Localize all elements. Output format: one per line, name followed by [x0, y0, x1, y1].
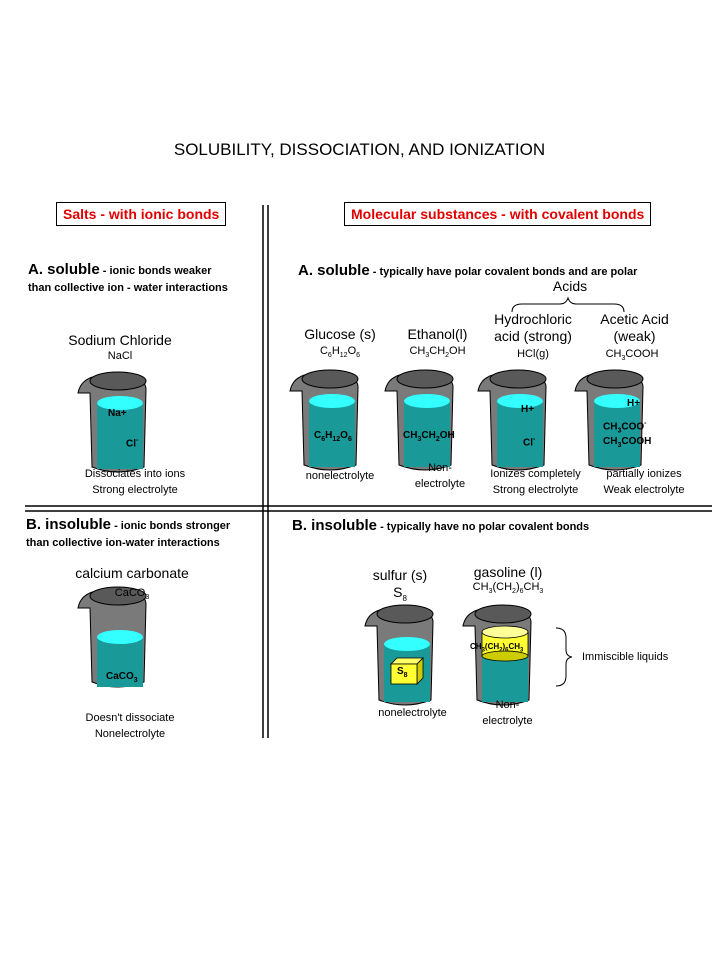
sulfur-formula — [355, 584, 445, 603]
e-mid: CH — [429, 345, 446, 357]
caco3-caption — [50, 710, 210, 742]
hcl-name — [478, 311, 588, 345]
gasoline-caption — [460, 697, 555, 729]
caco3-caption-1: Doesn't dissociate — [85, 712, 175, 724]
gl-f2: (CH — [484, 642, 500, 651]
caco3-label-main: CaCO — [106, 671, 134, 682]
salts-insoluble-title: B. insoluble — [26, 516, 112, 533]
gs2: 2 — [512, 588, 516, 596]
hcl-name-2: acid (strong) — [494, 328, 572, 344]
nacl-name: Sodium Chloride — [68, 332, 172, 348]
acetic-name-1: Acetic Acid — [600, 311, 669, 327]
caco3-formula-sub: 3 — [145, 594, 150, 602]
gs4: 3 — [539, 588, 544, 596]
immiscible-label: Immiscible liquids — [582, 651, 669, 663]
molecular-soluble-title: A. soluble — [298, 262, 370, 279]
ac1-s: 3 — [617, 427, 622, 435]
sb-f: S — [397, 666, 404, 677]
ac2-f: CH — [603, 436, 618, 447]
acetic-caption-2: Weak electrolyte — [603, 484, 685, 496]
page-title: SOLUBILITY, DISSOCIATION, AND IONIZATION — [173, 140, 546, 159]
nacl-caption-2: Strong electrolyte — [92, 484, 178, 496]
ac1-end: COO — [621, 421, 645, 433]
gl-s2: 2 — [499, 647, 503, 654]
a-s1: 3 — [621, 355, 626, 363]
nacl-caption — [60, 466, 210, 498]
gl-s4: 3 — [520, 647, 524, 654]
salts-soluble-header — [28, 262, 228, 296]
ac2-end: COOH — [621, 436, 652, 447]
g-f2: H — [331, 345, 340, 357]
acetic-molecule — [603, 436, 651, 449]
gl-f1: CH — [470, 642, 482, 651]
gasoline-name: gasoline (l) — [473, 564, 543, 580]
acetic-ion-acetate — [603, 420, 646, 434]
caco3-formula-main: CaCO — [114, 587, 146, 599]
gf2: (CH — [492, 581, 513, 593]
gb-f3: O — [340, 430, 348, 441]
sulfur-caption: nonelectrolyte — [378, 707, 447, 719]
eb-s1: 3 — [417, 436, 422, 443]
s-f: S — [393, 584, 403, 600]
ac1-f: CH — [603, 421, 618, 433]
beaker-nacl — [78, 372, 146, 472]
nacl-ion-na: Na+ — [108, 408, 127, 419]
g-s2: 12 — [339, 352, 348, 360]
acetic-formula — [582, 348, 682, 362]
nacl-caption-1: Dissociates into ions — [84, 468, 186, 480]
ethanol-name: Ethanol(l) — [407, 326, 468, 342]
acetic-ion-h: H+ — [627, 398, 641, 409]
gf4: CH — [523, 581, 540, 593]
gb-s1: 6 — [321, 436, 326, 443]
gs1: 3 — [488, 588, 493, 596]
salts-soluble-desc1: - ionic bonds weaker — [99, 265, 212, 277]
gf1: CH — [472, 581, 489, 593]
beaker-sulfur — [365, 605, 433, 705]
glucose-formula — [290, 345, 390, 359]
acids-brace — [512, 298, 624, 312]
acetic-caption-1: partially ionizes — [606, 468, 682, 480]
ethanol-caption — [390, 460, 490, 492]
g-s1: 6 — [327, 352, 332, 360]
gb-f1: C — [314, 430, 322, 441]
molecular-insoluble-desc: - typically have no polar covalent bonds — [377, 521, 590, 533]
hcl-ion-h: H+ — [521, 404, 535, 415]
gasoline-formula — [458, 581, 558, 595]
hcl-caption-1: Ionizes completely — [490, 468, 581, 480]
g-f1: C — [319, 345, 328, 357]
e-f1: CH — [409, 345, 426, 357]
ethanol-caption-1: Non- — [428, 462, 452, 474]
caco3-name: calcium carbonate — [75, 565, 189, 581]
glucose-caption: nonelectrolyte — [305, 470, 375, 482]
salts-insoluble-desc1: - ionic bonds stronger — [111, 520, 231, 532]
molecular-heading: Molecular substances - with covalent bonds — [344, 202, 651, 226]
salts-heading: Salts - with ionic bonds — [56, 202, 226, 226]
cl-label: Cl — [126, 438, 136, 450]
hcl-cl: Cl — [523, 437, 533, 449]
gb-f2: H — [325, 430, 333, 441]
hcl-formula: HCl(g) — [517, 348, 549, 360]
e-s2: 2 — [445, 352, 450, 360]
gl-f4: CH — [508, 642, 521, 651]
e-end: OH — [449, 345, 466, 357]
acetic-name — [582, 311, 687, 345]
g-f3: O — [347, 345, 357, 357]
molecular-soluble-desc: - typically have polar covalent bonds and are polar — [369, 266, 638, 278]
eb-f1: CH — [403, 430, 418, 441]
nacl-ion-cl — [126, 437, 138, 449]
molecular-insoluble-header — [292, 517, 589, 535]
molecular-insoluble-title: B. insoluble — [292, 517, 378, 534]
beaker-gasoline — [463, 605, 531, 705]
salts-insoluble-header — [26, 517, 230, 551]
gb-s3: 6 — [347, 436, 352, 443]
salts-soluble-desc2: than collective ion - water interactions — [28, 282, 228, 294]
g-s3: 6 — [356, 352, 361, 360]
ethanol-caption-2: electrolyte — [414, 478, 466, 490]
ethanol-formula — [390, 345, 485, 359]
immiscible-brace — [556, 628, 572, 686]
salts-soluble-title: A. soluble — [28, 261, 100, 278]
gf3: ) — [515, 581, 520, 593]
beaker-hcl — [478, 370, 546, 470]
eb-s2: 2 — [435, 436, 440, 443]
gl-s3: 6 — [505, 647, 509, 654]
a-f1: CH — [605, 348, 622, 360]
caco3-caption-2: Nonelectrolyte — [94, 728, 166, 740]
salts-insoluble-desc2: than collective ion-water interactions — [26, 537, 220, 549]
hcl-name-1: Hydrochloric — [494, 311, 572, 327]
glucose-name: Glucose (s) — [304, 326, 376, 342]
gasoline-layer-label — [470, 642, 523, 654]
caco3-formula — [62, 587, 202, 601]
beaker-glucose — [290, 370, 358, 470]
eb-mid: CH — [421, 430, 436, 441]
eb-end: OH — [439, 430, 455, 441]
hcl-caption — [478, 466, 593, 498]
ac2-s: 3 — [617, 442, 622, 449]
ethanol-beaker-label — [403, 430, 455, 443]
a-end: COOH — [625, 348, 659, 360]
gb-s2: 12 — [332, 436, 341, 443]
caco3-label-sub: 3 — [133, 677, 138, 684]
acetic-caption — [594, 466, 694, 498]
hcl-cl-charge: - — [533, 436, 536, 443]
nacl-formula: NaCl — [107, 350, 133, 362]
beaker-ethanol — [385, 370, 453, 470]
hcl-caption-2: Strong electrolyte — [492, 484, 579, 496]
caco3-beaker-label — [106, 671, 138, 684]
gl-s1: 3 — [481, 647, 485, 654]
sulfur-name: sulfur (s) — [372, 567, 428, 583]
sulfur-block-label — [397, 666, 408, 679]
sb-sub: 8 — [403, 672, 408, 679]
s-sub: 8 — [402, 593, 407, 603]
acids-label: Acids — [552, 278, 588, 294]
e-s1: 3 — [425, 352, 430, 360]
glucose-beaker-label — [314, 430, 352, 443]
gasoline-caption-1: Non- — [495, 699, 520, 711]
hcl-ion-cl — [523, 436, 535, 448]
ac1-charge: - — [644, 420, 647, 427]
cl-charge: - — [136, 437, 139, 444]
gs3: 6 — [519, 588, 524, 596]
gasoline-caption-2: electrolyte — [482, 715, 533, 727]
gl-f3: ) — [502, 642, 506, 651]
acetic-name-2: (weak) — [613, 328, 656, 344]
